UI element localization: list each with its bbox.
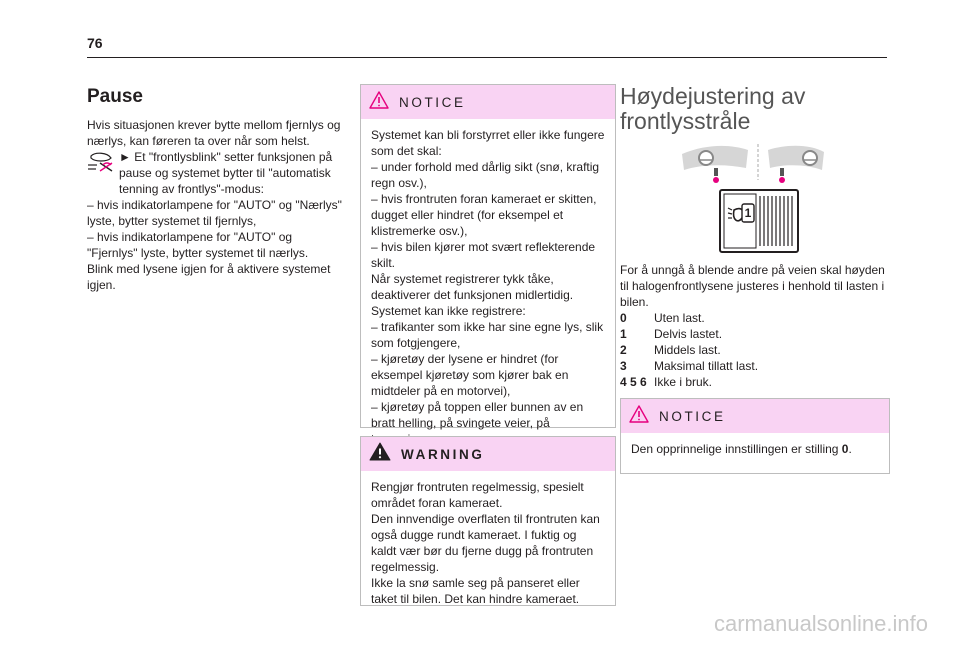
- hoyde-title-line1: Høydejustering av: [620, 83, 806, 109]
- pause-item: – hvis indikatorlampene for "AUTO" og "Fjernlys" lyste, bytter systemet til nærlys.: [87, 230, 309, 260]
- notice-line: – hvis bilen kjører mot svært reflekterende skilt.: [371, 240, 596, 270]
- notice-line: – hvis frontruten foran kameraet er skitten, dugget eller hindret (for eksempel et klistremerke osv.),: [371, 192, 597, 238]
- notice-2-text: [631, 441, 879, 457]
- pause-icon-text: ► Et "frontlysblink" setter funksjonen på pause og systemet bytter til "automatisk tenning av frontlys"-modus:: [119, 150, 333, 196]
- pause-intro: Hvis situasjonen krever bytte mellom fjernlys og nærlys, kan føreren ta over når som helst.: [87, 118, 341, 148]
- notice-triangle-icon: [369, 91, 389, 114]
- pause-title: Pause: [87, 86, 143, 107]
- setting-key: 4 5 6: [620, 375, 647, 389]
- pause-text: [87, 117, 343, 293]
- warning-title: WARNING: [401, 446, 485, 462]
- notice-2-text-bold: 0: [841, 442, 849, 456]
- notice-line: Systemet kan ikke registrere:: [371, 304, 526, 318]
- pause-icon-row: [87, 149, 343, 197]
- notice-box: [360, 84, 616, 428]
- warning-body: [361, 471, 615, 607]
- list-item: [620, 326, 888, 342]
- notice-line: – under forhold med dårlig sikt (snø, kraftig regn osv.),: [371, 160, 600, 190]
- hoyde-intro: For å unngå å blende andre på veien skal høyden til halogenfrontlysene justeres i henhold til lasten i bilen.: [620, 263, 885, 309]
- notice-line: – trafikanter som ikke har sine egne lys, slik som fotgjengere,: [371, 320, 604, 350]
- hoyde-title-line2: frontlysstråle: [620, 108, 751, 134]
- notice-title: NOTICE: [399, 94, 466, 110]
- page-number: 76: [87, 35, 103, 51]
- notice-body-2: [621, 433, 889, 457]
- notice-2-text-post: .: [848, 442, 852, 456]
- list-item: [620, 310, 888, 326]
- notice-header: [361, 85, 615, 119]
- notice-2-text-pre: Den opprinnelige innstillingen er stilling: [631, 442, 842, 456]
- warning-box: [360, 436, 616, 606]
- headlight-adjust-illustration: [676, 140, 826, 256]
- list-item: [620, 342, 888, 358]
- notice-triangle-icon: [629, 405, 649, 428]
- warning-line: Den innvendige overflaten til frontruten kan også dugge rundt kameraet. I fuktig og kaldt vær bør du fjerne dugg på frontruten regelmessig.: [371, 512, 600, 574]
- header-rule: [87, 57, 887, 58]
- setting-key: 2: [620, 343, 627, 357]
- pause-item: – hvis indikatorlampene for "AUTO" og "Nærlys" lyste, bytter systemet til fjernlys,: [87, 198, 342, 228]
- dashboard-left-icon: [682, 146, 748, 183]
- list-item: [620, 374, 888, 390]
- notice-line: – kjøretøy der lysene er hindret (for eksempel kjøretøy som kjører bak en midtdeler på en motorvei),: [371, 352, 569, 398]
- pause-outro: Blink med lysene igjen for å aktivere systemet igjen.: [87, 262, 331, 292]
- dashboard-right-icon: [768, 146, 824, 183]
- notice-body: [361, 119, 615, 447]
- hoyde-section: [620, 262, 888, 390]
- headlight-flash-icon: [87, 149, 119, 177]
- list-item: [620, 358, 888, 374]
- setting-label: Uten last.: [654, 311, 705, 325]
- warning-triangle-icon: [369, 442, 391, 466]
- notice-box-2: [620, 398, 890, 474]
- warning-line: Ikke la snø samle seg på panseret eller taket til bilen. Det kan hindre kameraet.: [371, 576, 580, 606]
- setting-key: 0: [620, 311, 627, 325]
- watermark: carmanualsonline.info: [713, 611, 928, 636]
- dial-value: 1: [744, 206, 752, 220]
- headlight-height-dial-icon: [720, 190, 798, 252]
- notice-title-2: NOTICE: [659, 408, 726, 424]
- setting-label: Delvis lastet.: [654, 327, 723, 341]
- notice-line: Når systemet registrerer tykk tåke, deaktiverer det funksjonen midlertidig.: [371, 272, 574, 302]
- setting-label: Middels last.: [654, 343, 721, 357]
- notice-line: – kjøretøy på toppen eller bunnen av en bratt helling, på svingete veier, på: [371, 400, 584, 430]
- setting-label: Ikke i bruk.: [654, 375, 713, 389]
- settings-list: [620, 310, 888, 390]
- setting-key: 3: [620, 359, 627, 373]
- hoyde-title: [620, 84, 805, 134]
- warning-header: [361, 437, 615, 471]
- setting-key: 1: [620, 327, 627, 341]
- notice-line: Systemet kan bli forstyrret eller ikke fungere som det skal:: [371, 128, 605, 158]
- setting-label: Maksimal tillatt last.: [654, 359, 759, 373]
- notice-header-2: [621, 399, 889, 433]
- warning-line: Rengjør frontruten regelmessig, spesielt området foran kameraet.: [371, 480, 584, 510]
- pause-section: [87, 86, 343, 293]
